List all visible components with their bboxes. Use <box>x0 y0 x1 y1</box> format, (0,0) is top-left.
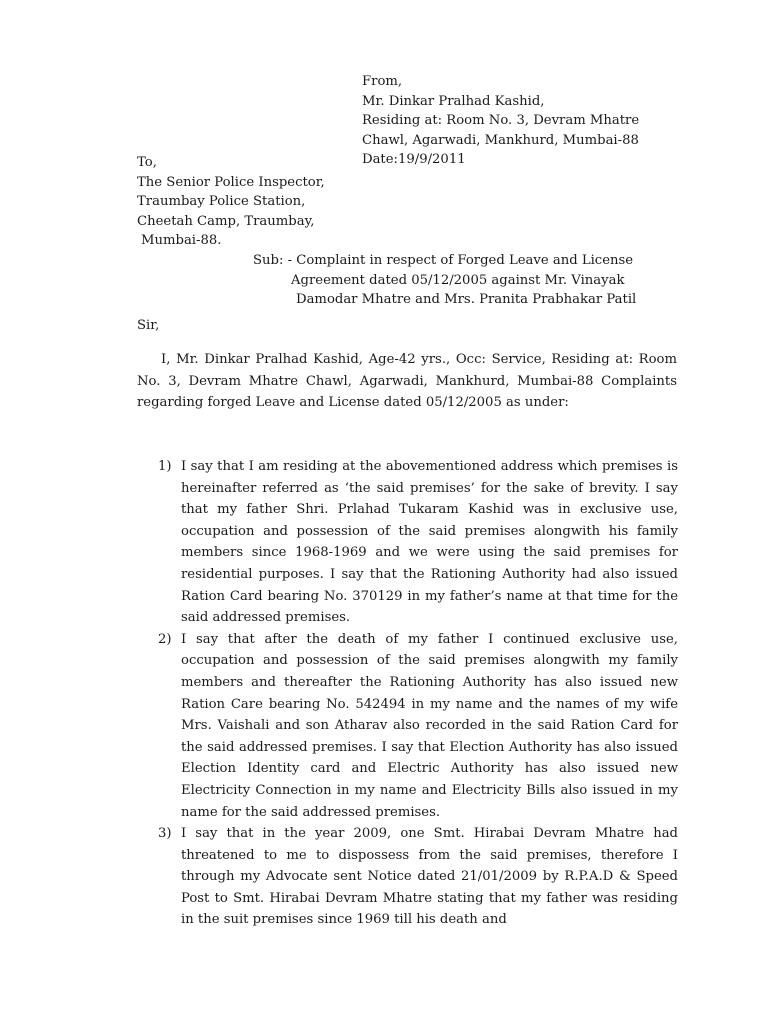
letter-date: Date:19/9/2011 <box>362 152 466 167</box>
list-item-number: 2) <box>158 631 172 647</box>
intro-paragraph: I, Mr. Dinkar Pralhad Kashid, Age-42 yrs., Occ: Service, Residing at: Room No. 3, Devram Mhatre Chawl, Agarwadi, Mankhurd, Mumbai-88 Complaints regarding forged Leave and License dated 05/12/2005 as under: <box>137 352 677 411</box>
subject-line-1: Sub: - Complaint in respect of Forged Leave and License <box>253 253 634 268</box>
list-item <box>137 456 678 629</box>
list-item <box>137 823 678 931</box>
sender-name: Mr. Dinkar Pralhad Kashid, <box>362 93 545 109</box>
list-item <box>137 629 678 823</box>
list-item-number: 1) <box>158 459 172 474</box>
subject-line-3: Damodar Mhatre and Mrs. Pranita Prabhakar Patil <box>296 292 637 307</box>
subject-line-2: Agreement dated 05/12/2005 against Mr. Vinayak <box>291 272 625 288</box>
to-heading: To, <box>137 155 157 170</box>
sender-address-line-1: Residing at: Room No. 3, Devram Mhatre <box>362 113 640 128</box>
recipient-block <box>137 153 325 251</box>
list-item-text: I say that after the death of my father I continued exclusive use, occupation and possession of the said premises alongwith my family members and thereafter the Rationing Authority has also issued new Ration Care bearing No. 542494 in my name and the names of my wife Mrs. Vaishali and son Atharav also recorded in the said Ration Card for the said addressed premises. I say that Election Authority has also issued Election Identity card and Electric Authority has also issued new Electricity Connection in my name and Electricity Bills also issued in my name for the said addressed premises. <box>181 631 678 820</box>
sender-block <box>362 72 639 170</box>
list-item-text: I say that in the year 2009, one Smt. Hirabai Devram Mhatre had threatened to me to dispossess from the said premises, therefore I through my Advocate sent Notice dated 21/01/2009 by R.P.A.D & Speed Post to Smt. Hirabai Devram Mhatre stating that my father was residing in the suit premises since 1969 till his death and <box>181 826 678 928</box>
from-heading: From, <box>362 74 403 89</box>
recipient-line-2: Traumbay Police Station, <box>137 194 306 209</box>
subject-block <box>253 251 636 310</box>
list-item-text: I say that I am residing at the abovementioned address which premises is hereinafter referred as ‘the said premises’ for the sake of brevity. I say that my father Shri. Prlahad Tukaram Kashid was in exclusive use, occupation and possession of the said premises alongwith his family members since 1968-1969 and we were using the said premises for residential purposes. I say that the Rationing Authority had also issued Ration Card bearing No. 370129 in my father’s name at that time for the said addressed premises. <box>181 459 678 626</box>
list-item-number: 3) <box>158 826 172 842</box>
sender-address-line-2: Chawl, Agarwadi, Mankhurd, Mumbai-88 <box>362 132 639 148</box>
recipient-line-3: Cheetah Camp, Traumbay, <box>137 213 315 229</box>
complaint-points-list <box>137 456 678 931</box>
recipient-line-1: The Senior Police Inspector, <box>137 174 325 190</box>
salutation: Sir, <box>137 318 160 333</box>
recipient-line-4: Mumbai-88. <box>141 233 222 248</box>
